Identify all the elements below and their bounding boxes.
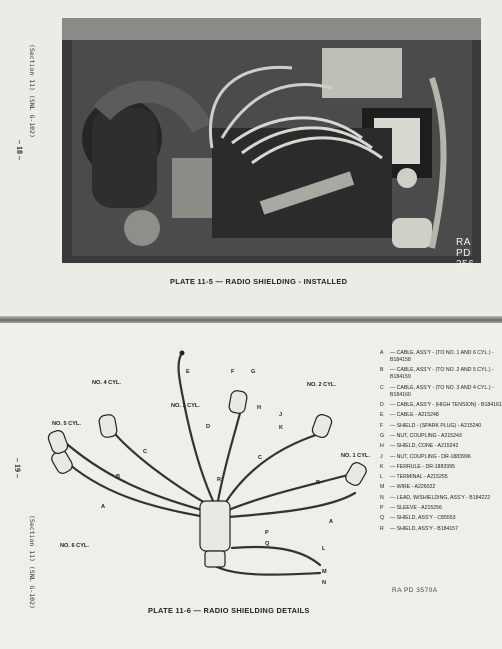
photo-reference-tag: RA PD 356: [456, 237, 475, 270]
legend-item: G — NUT, COUPLING - A215243: [380, 432, 462, 439]
cable-e: [179, 353, 185, 408]
plate-caption-installed: PLATE 11-5 — RADIO SHIELDING - INSTALLED: [170, 277, 348, 286]
label-b2: B: [316, 480, 321, 486]
side-section-note: (Section 11) (SNL G-102): [28, 515, 36, 609]
cable-a2: [228, 493, 355, 517]
page-number: – 18 –: [15, 140, 24, 160]
engine-photo-illustration: [62, 18, 481, 263]
legend-item: N — LEAD, W/SHIELDING, ASS'Y - B184222: [380, 494, 491, 501]
legend-item: B — CABLE, ASS'Y - (TO NO. 2 AND 5 CYL.) - B184159: [380, 367, 494, 381]
label-cyl5: NO. 5 CYL.: [52, 421, 81, 427]
label-q: Q: [265, 541, 270, 547]
label-g: G: [251, 369, 256, 375]
shield-assembly-r: [200, 501, 230, 551]
cable-c-cyl4: [110, 428, 212, 507]
label-a1: A: [101, 504, 106, 510]
shield-cyl5: [47, 429, 70, 455]
legend-item: J — NUT, COUPLING - DR-1883996: [380, 453, 471, 460]
label-m: M: [322, 569, 327, 575]
label-k: K: [279, 425, 284, 431]
label-j: J: [279, 412, 283, 418]
legend-item: E — CABLE - A215248: [380, 412, 439, 419]
label-cyl6: NO. 6 CYL.: [60, 543, 89, 549]
lead-n: [210, 563, 320, 575]
legend-item: A — CABLE, ASS'Y - (TO NO. 1 AND 6 CYL.) - B184158: [380, 350, 494, 364]
legend-item: D — CABLE, ASS'Y - (HIGH TENSION) - B184161: [380, 401, 502, 408]
drawing-reference-tag: RA PD 3570A: [392, 587, 438, 594]
shield-cyl1: [344, 460, 369, 487]
shield-assembly-q: [205, 551, 225, 567]
label-a2: A: [329, 519, 334, 525]
legend-item: M — WIRE - A226022: [380, 484, 436, 491]
engine-photo: [62, 18, 481, 270]
page-number: – 19 –: [13, 458, 22, 478]
label-p: P: [265, 530, 269, 536]
label-cyl4: NO. 4 CYL.: [92, 380, 121, 386]
legend-item: Q — SHIELD, ASS'Y - C85553: [380, 515, 456, 522]
side-section-note: (Section 11) (SNL G-102): [28, 44, 36, 138]
wire-m: [232, 547, 320, 565]
label-b1: B: [116, 474, 121, 480]
cable-d: [185, 408, 214, 503]
label-d: D: [206, 424, 211, 430]
legend-item: R — SHIELD, ASS'Y - B184157: [380, 525, 459, 532]
label-cyl3: NO. 3 CYL.: [171, 403, 200, 409]
label-cyl1: NO. 1 CYL.: [341, 453, 370, 459]
legend-item: P — SLEEVE - A215256: [380, 505, 442, 512]
label-r: R: [217, 477, 222, 483]
legend-item: K — FERRULE - DR-1883995: [380, 463, 455, 470]
legend-item: L — TERMINAL - A215255: [380, 474, 448, 481]
legend-item: H — SHIELD, CONE - A215242: [380, 443, 459, 450]
shielding-diagram: [0, 323, 380, 593]
label-f: F: [231, 369, 235, 375]
label-c1: C: [143, 449, 148, 455]
parts-legend: [380, 350, 502, 536]
label-cyl2: NO. 2 CYL.: [307, 382, 336, 388]
label-l: L: [322, 546, 326, 552]
label-c2: C: [258, 455, 263, 461]
top-page: [0, 0, 502, 317]
label-e: E: [186, 369, 190, 375]
plate-caption-details: PLATE 11-6 — RADIO SHIELDING DETAILS: [148, 606, 310, 615]
shield-cyl3: [228, 390, 248, 414]
label-n: N: [322, 580, 327, 586]
legend-item: C — CABLE, ASS'Y - (TO NO. 3 AND 4 CYL.) - B184160: [380, 384, 494, 398]
legend-item: F — SHIELD - (SPARK PLUG) - A215240: [380, 422, 482, 429]
shield-cyl4: [98, 414, 118, 438]
label-h: H: [257, 405, 262, 411]
